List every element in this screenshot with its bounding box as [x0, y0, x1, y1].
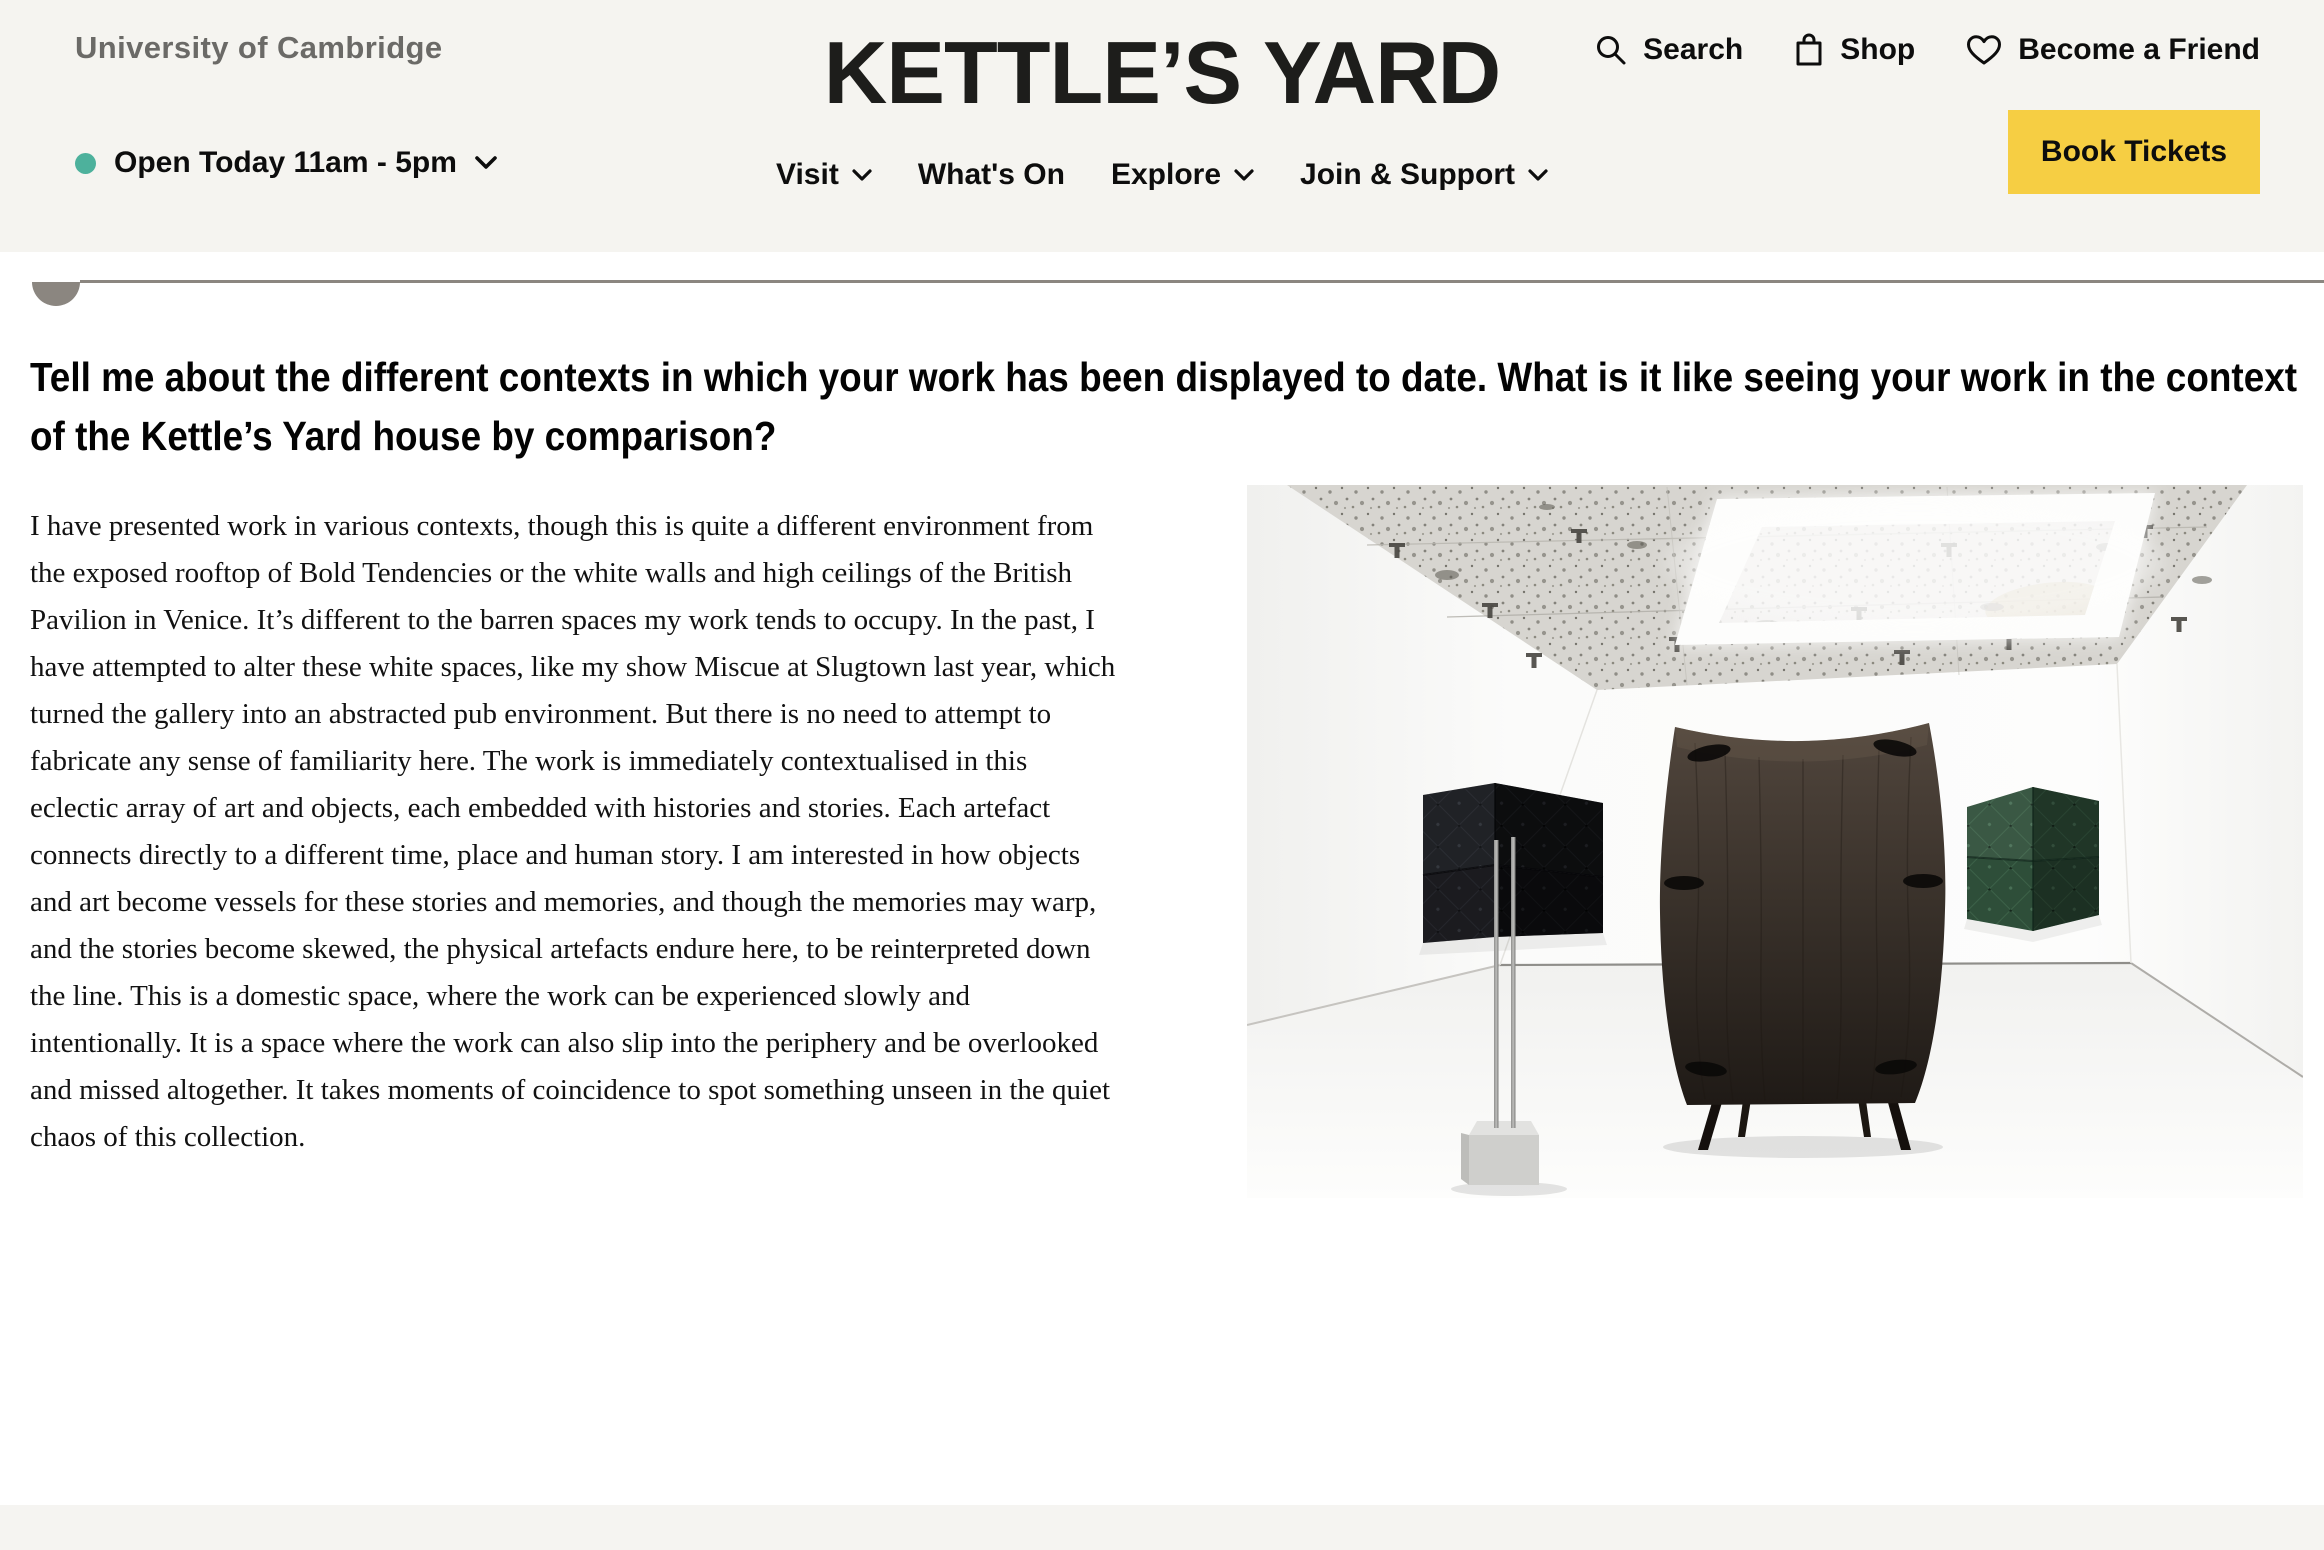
interview-question-heading: Tell me about the different contexts in which your work has been displayed to date. What is it like seeing your work in the context of the Kettle’s Yard house by comparison? [30, 354, 2298, 460]
nav-item-whats-on[interactable]: What's On [917, 158, 1065, 191]
shopping-bag-icon [1793, 32, 1825, 68]
become-a-friend-button[interactable]: Become a Friend [1965, 33, 2260, 67]
heart-icon [1965, 34, 2003, 67]
open-status-dot [75, 153, 96, 174]
ceiling-strip-light [1665, 493, 2165, 645]
book-tickets-button[interactable]: Book Tickets [2008, 110, 2260, 194]
search-icon [1594, 33, 1628, 67]
nav-item-visit[interactable]: Visit [776, 158, 872, 192]
question-divider-halfcircle [32, 282, 80, 306]
utility-nav [1594, 32, 2260, 68]
nav-item-explore[interactable]: Explore [1111, 158, 1254, 192]
chevron-down-icon [1528, 169, 1548, 182]
nav-item-join-support[interactable]: Join & Support [1300, 158, 1548, 192]
green-tufted-panels [1964, 787, 2102, 942]
wooden-sculpture [1660, 723, 1945, 1158]
installation-photo [1247, 485, 2303, 1198]
shop-button[interactable]: Shop [1793, 32, 1915, 68]
opening-hours-toggle[interactable] [75, 146, 497, 180]
main-nav [776, 158, 1548, 192]
university-of-cambridge-link[interactable]: University of Cambridge [75, 30, 443, 65]
question-divider-rule [80, 280, 2324, 283]
kettles-yard-logo[interactable]: KETTLE’S YARD [823, 23, 1501, 122]
interview-answer-paragraph: I have presented work in various contexts, though this is quite a different environment from the exposed rooftop of Bold Tendencies or the white walls and high ceilings of the British Pavilion in Venice. It’s different to the barren spaces my work tends to occupy. In the past, I have attempted to alter these white spaces, like my show Miscue at Slugtown last year, which turned the gallery into an abstracted pub environment. But there is no need to attempt to fabricate any sense of familiarity here. The work is immediately contextualised in this eclectic array of art and objects, each embedded with histories and stories. Each artefact connects directly to a different time, place and human story. I am interested in how objects and art become vessels for these stories and memories, and though the memories may warp, and the stories become skewed, the physical artefacts endure here, to be reinterpreted down the line. This is a domestic space, where the work can be experienced slowly and intentionally. It is a space where the work can also slip into the periphery and be overlooked and missed altogether. It takes moments of coincidence to spot something unseen in the quiet chaos of this collection. [30, 510, 1116, 1153]
site-header [0, 0, 2324, 252]
open-status-label: Open Today 11am - 5pm [114, 146, 457, 179]
installation-photo-graphic [1247, 485, 2303, 1198]
search-button[interactable]: Search [1594, 33, 1743, 67]
chevron-down-icon [475, 156, 497, 170]
footer-strip [0, 1505, 2324, 1550]
chevron-down-icon [852, 169, 872, 182]
chevron-down-icon [1234, 169, 1254, 182]
